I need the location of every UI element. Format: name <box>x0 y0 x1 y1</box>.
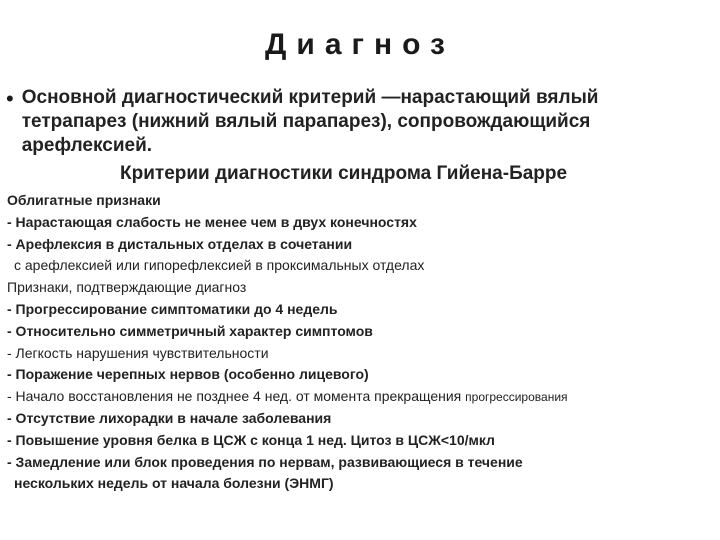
supporting-heading: Признаки, подтверждающие диагноз <box>7 279 247 296</box>
obligatory-heading: Облигатные признаки <box>7 192 161 208</box>
supporting-item: - Легкость нарушения чувствительности <box>7 344 269 361</box>
supporting-item: нескольких недель от начала болезни (ЭНМГ) <box>14 475 334 492</box>
supporting-item <box>7 386 707 408</box>
supporting-item: - Повышение уровня белка в ЦСЖ с конца 1 нед. Цитоз в ЦСЖ<10/мкл <box>7 431 495 448</box>
criteria-subtitle: Критерии диагностики синдрома Гийена-Барре <box>120 163 568 184</box>
supporting-item: - Замедление или блок проведения по нервам, развивающиеся в течение <box>7 453 523 470</box>
slide-title: Диагноз <box>265 28 455 61</box>
main-criterion-text: Основной диагностический критерий —нарастающий вялый тетрапарез (нижний вялый парапарез), сопровождающийся арефлексией. <box>21 87 599 156</box>
obligatory-item: с арефлексией или гипорефлексией в проксимальных отделах <box>14 257 425 274</box>
obligatory-item: - Нарастающая слабость не менее чем в двух конечностях <box>7 213 417 230</box>
supporting-item-start: - Начало восстановления не позднее 4 нед. от момента прекращения <box>7 388 462 405</box>
supporting-item: - Прогрессирование симптоматики до 4 недель <box>7 300 338 317</box>
supporting-item: - Поражение черепных нервов (особенно лицевого) <box>7 366 369 383</box>
criteria-list <box>7 190 707 495</box>
main-criterion-bullet <box>6 86 696 158</box>
obligatory-item: - Арефлексия в дистальных отделах в сочетании <box>7 235 353 252</box>
supporting-item: - Относительно симметричный характер симптомов <box>7 322 373 339</box>
supporting-item: - Отсутствие лихорадки в начале заболевания <box>7 409 332 426</box>
supporting-item-end: прогрессирования <box>465 390 568 405</box>
bullet-dot: • <box>6 86 14 111</box>
